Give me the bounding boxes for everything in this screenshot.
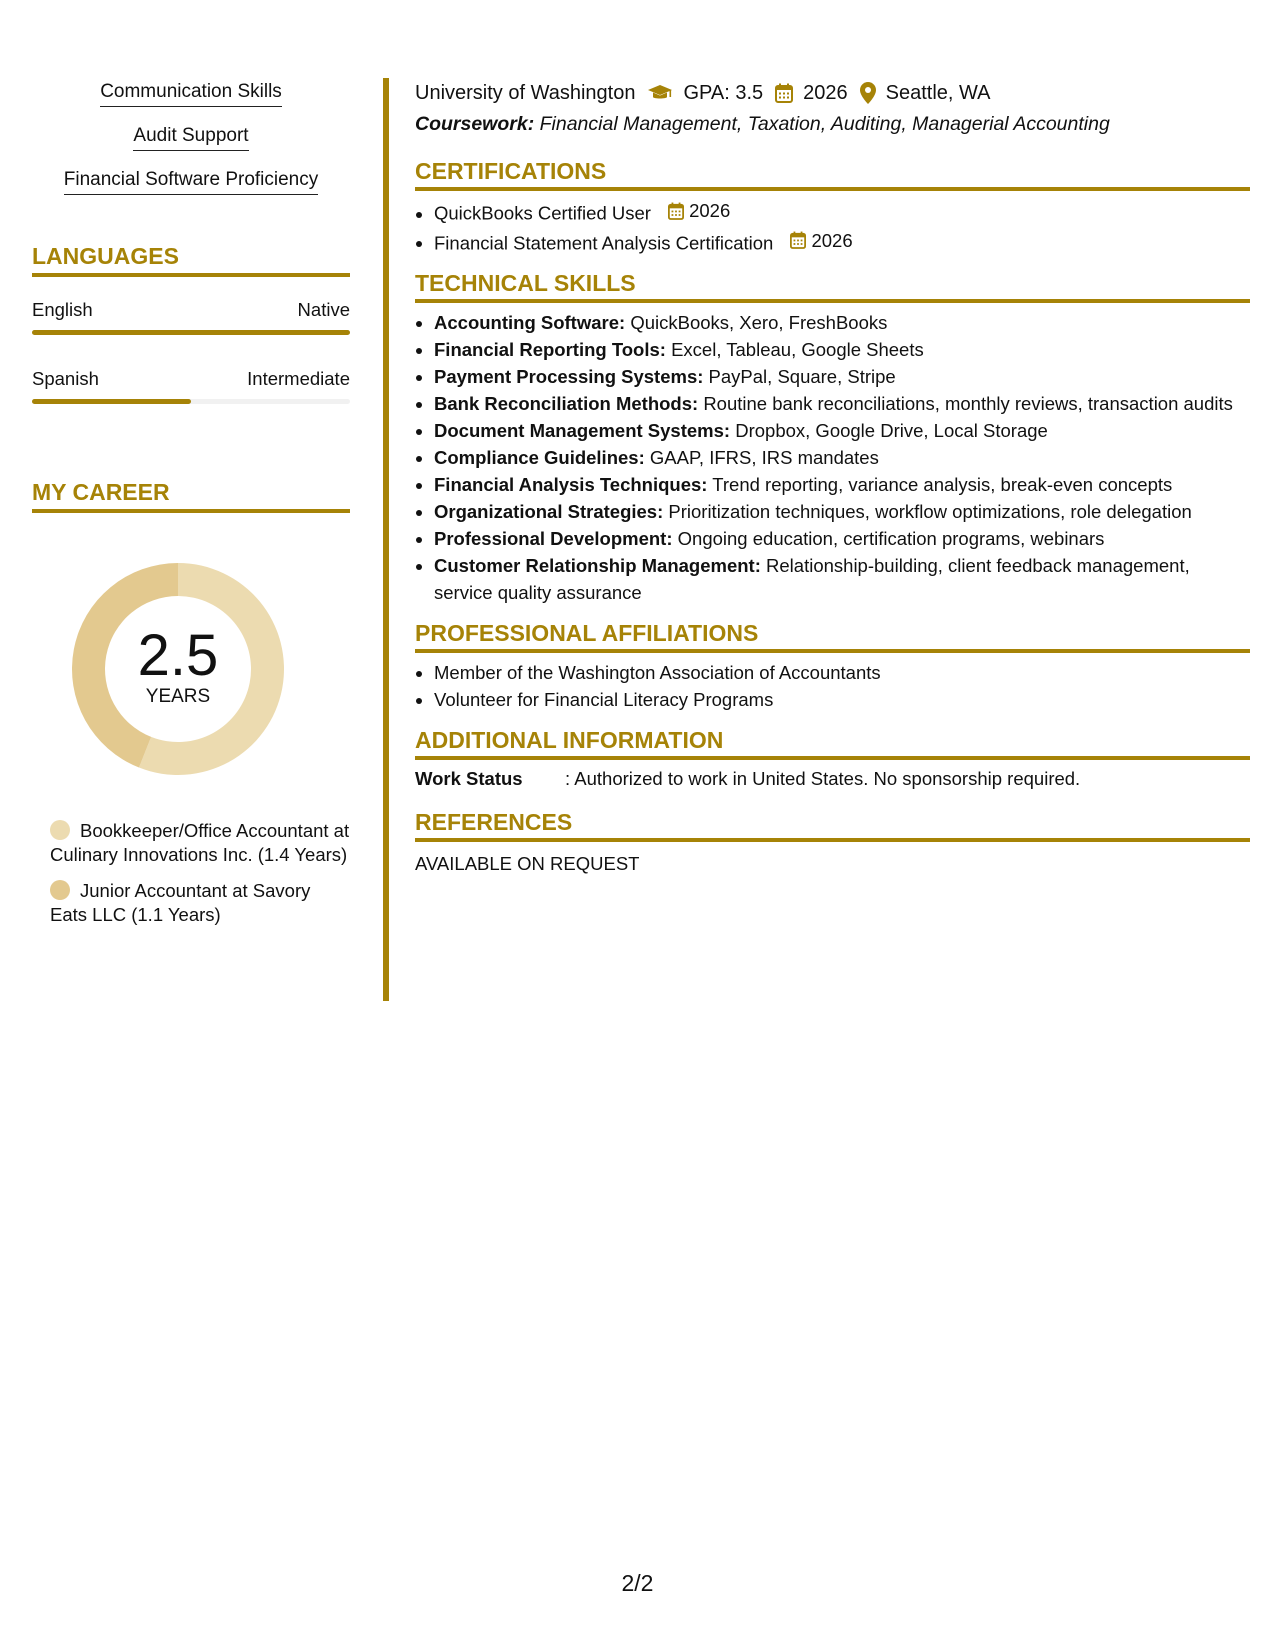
page-number: 2/2 (621, 1570, 654, 1596)
technical-skills-list (415, 309, 1250, 606)
technical-skill-item (434, 498, 1250, 525)
certification-name: QuickBooks Certified User (434, 202, 651, 224)
career-legend (32, 819, 350, 927)
right-column (415, 80, 1250, 876)
language-bar (32, 330, 350, 335)
certification-name: Financial Statement Analysis Certification (434, 232, 774, 253)
technical-skill-item (434, 471, 1250, 498)
affiliation-item: • Volunteer for Financial Literacy Programs (434, 686, 1250, 713)
affiliations-list (415, 659, 1250, 713)
coursework-label: Coursework: (415, 113, 535, 135)
location-pin-icon (860, 82, 876, 104)
skill-text: Excel, Tableau, Google Sheets (671, 339, 924, 360)
languages-heading: LANGUAGES (32, 241, 350, 277)
certifications-list (415, 197, 1250, 256)
language-level: Native (297, 299, 350, 320)
language-name: Spanish (32, 368, 99, 389)
column-divider (383, 78, 389, 1001)
career-total-years: 2.5 (137, 623, 219, 688)
left-column (32, 80, 350, 939)
skill-label: Financial Reporting Tools: (434, 339, 666, 360)
references-text: AVAILABLE ON REQUEST (415, 853, 640, 874)
additional-info-heading: ADDITIONAL INFORMATION (415, 725, 1250, 760)
skill-label: Customer Relationship Management: (434, 555, 761, 576)
education-gpa: GPA: 3.5 (683, 82, 764, 104)
skill-text: Relationship-building, client feedback management, service quality assurance (434, 555, 1190, 603)
skill-tag: Financial Software Proficiency (64, 168, 319, 195)
education-coursework (415, 111, 1250, 137)
skill-label: Bank Reconciliation Methods: (434, 393, 699, 414)
skill-label: Compliance Guidelines: (434, 447, 645, 468)
technical-skill-item (434, 336, 1250, 363)
certification-date: 2026 (689, 200, 731, 221)
career-legend-dot (50, 820, 70, 840)
skill-text: Prioritization techniques, workflow optimizations, role delegation (668, 501, 1192, 522)
technical-skill-item (434, 309, 1250, 336)
certifications-heading: CERTIFICATIONS (415, 156, 1250, 191)
skill-tag: Communication Skills (100, 80, 282, 107)
skill-label: Document Management Systems: (434, 420, 731, 441)
career-legend-item (32, 879, 350, 927)
language-name: English (32, 299, 93, 320)
career-total-unit: YEARS (145, 686, 211, 707)
language-bar (32, 399, 350, 404)
career-heading: MY CAREER (32, 477, 350, 513)
calendar-icon (775, 83, 793, 103)
career-legend-label: Bookkeeper/Office Accountant at Culinary Innovations Inc. (1.4 Years) (50, 820, 350, 865)
skill-text: Dropbox, Google Drive, Local Storage (735, 420, 1048, 441)
certification-item (434, 227, 1250, 257)
skill-text: Routine bank reconciliations, monthly reviews, transaction audits (703, 393, 1233, 414)
skill-label: Financial Analysis Techniques: (434, 474, 708, 495)
affiliations-heading: PROFESSIONAL AFFILIATIONS (415, 618, 1250, 653)
affiliation-item: • Member of the Washington Association of Accountants (434, 659, 1250, 686)
education-location: Seattle, WA (885, 82, 991, 104)
skill-text: PayPal, Square, Stripe (708, 366, 896, 387)
career-legend-item (32, 819, 350, 867)
language-item (32, 298, 350, 335)
language-level: Intermediate (247, 368, 350, 389)
education-school: University of Washington (415, 82, 636, 104)
skill-text: QuickBooks, Xero, FreshBooks (630, 312, 888, 333)
skill-label: Professional Development: (434, 528, 673, 549)
technical-skill-item (434, 552, 1250, 606)
skill-text: Ongoing education, certification programs, webinars (677, 528, 1105, 549)
skill-label: Payment Processing Systems: (434, 366, 704, 387)
education-year: 2026 (803, 82, 848, 104)
calendar-icon (668, 202, 684, 220)
skill-text: Trend reporting, variance analysis, break-even concepts (712, 474, 1173, 495)
graduation-cap-icon (647, 84, 673, 102)
technical-skill-item (434, 390, 1250, 417)
work-status-row (415, 767, 1250, 791)
technical-skill-item (434, 417, 1250, 444)
language-bar-fill (32, 399, 191, 404)
language-bar-fill (32, 330, 350, 335)
career-donut-chart (64, 555, 292, 783)
technical-skill-item (434, 444, 1250, 471)
technical-skills-heading: TECHNICAL SKILLS (415, 268, 1250, 303)
calendar-icon (790, 231, 806, 249)
skill-text: GAAP, IFRS, IRS mandates (649, 447, 879, 468)
coursework-text: Financial Management, Taxation, Auditing, Managerial Accounting (539, 113, 1110, 135)
skill-tag: Audit Support (133, 124, 248, 151)
career-legend-label: Junior Accountant at Savory Eats LLC (1.1 Years) (50, 880, 311, 925)
skill-label: Organizational Strategies: (434, 501, 664, 522)
certification-date: 2026 (811, 229, 853, 251)
education-line (415, 80, 1250, 106)
skill-tags (32, 80, 350, 212)
references-heading: REFERENCES (415, 807, 1250, 842)
work-status-label: Work Status (415, 768, 523, 789)
technical-skill-item (434, 363, 1250, 390)
language-item (32, 367, 350, 404)
work-status-value: : Authorized to work in United States. No sponsorship required. (565, 768, 1081, 789)
skill-label: Accounting Software: (434, 312, 626, 333)
technical-skill-item (434, 525, 1250, 552)
certification-item (434, 197, 1250, 227)
career-legend-dot (50, 880, 70, 900)
